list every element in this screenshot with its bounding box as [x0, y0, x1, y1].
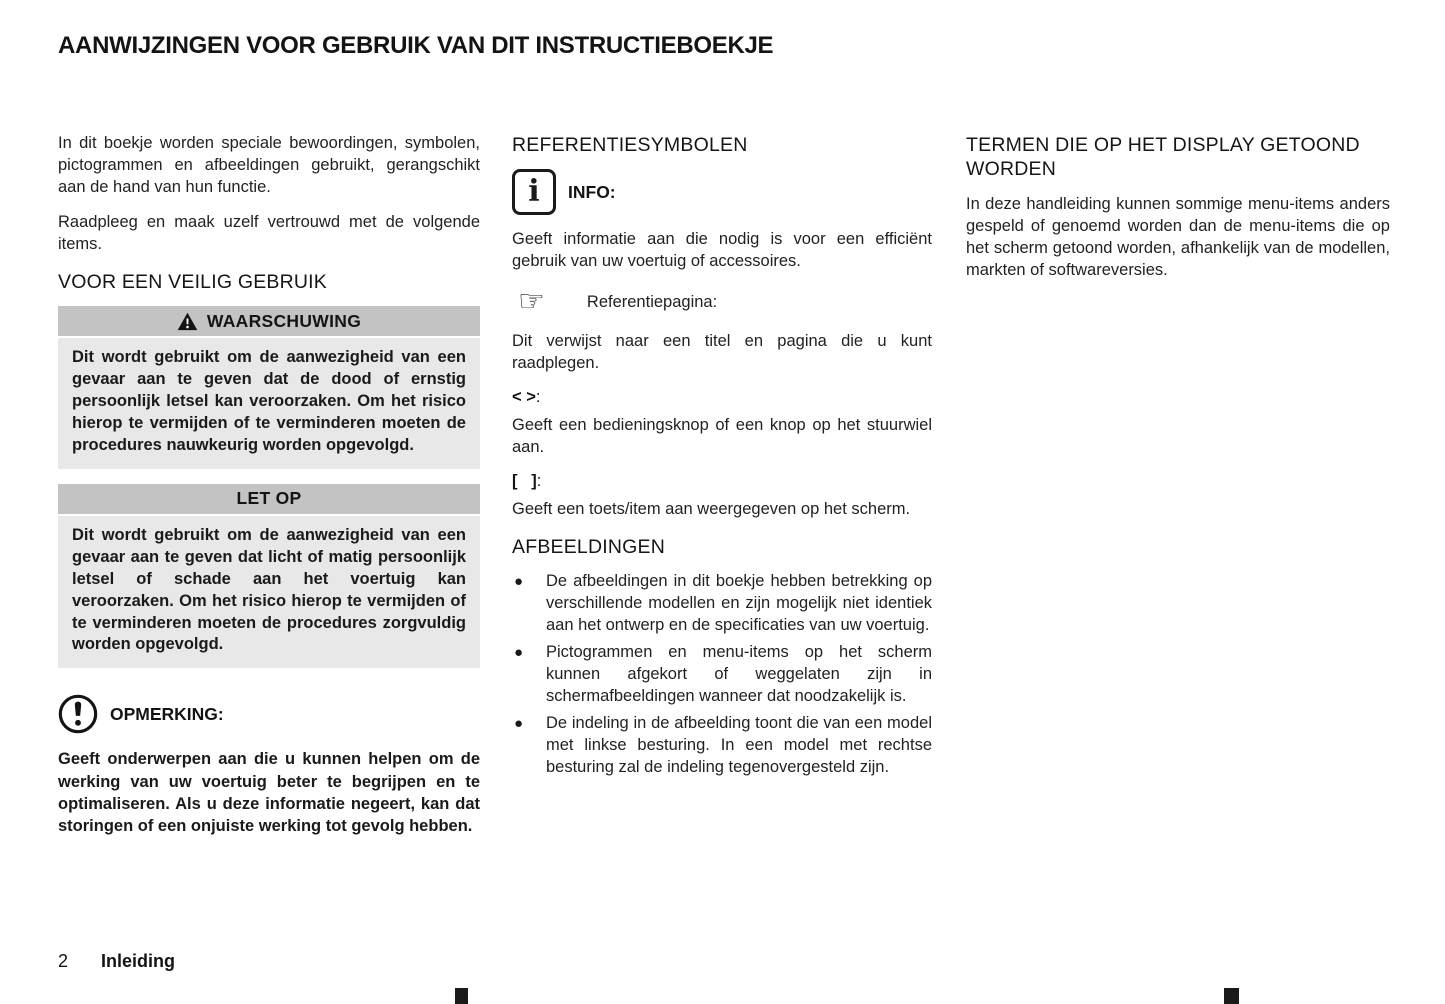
- reference-page-label: Referentiepagina:: [586, 292, 718, 311]
- print-registration-mark-right: [1224, 988, 1239, 1004]
- page-number: 2: [58, 951, 69, 971]
- display-terms-body: In deze handleiding kunnen sommige menu-items anders gespeld of genoemd worden dan de menu-items die op het scherm getoond worden, afhankelijk van de modellen, markten of softwareversies.: [966, 194, 1390, 279]
- bullet-text: Pictogrammen en menu-items op het scherm kunnen afgekort of weggelaten zijn in schermafbeeldingen wanneer dat noodzakelijk is.: [546, 643, 932, 705]
- list-item: [512, 713, 932, 779]
- exclamation-circle-icon: [58, 694, 98, 734]
- info-label: INFO:: [568, 181, 616, 202]
- square-brackets-body: Geeft een toets/item aan weergegeven op het scherm.: [512, 500, 911, 518]
- square-brackets-colon: :: [536, 472, 542, 490]
- warning-box-header: [58, 306, 480, 336]
- angle-brackets-symbol: < >: [512, 388, 536, 407]
- note-label: OPMERKING:: [110, 703, 224, 724]
- right-column: [966, 133, 1390, 295]
- info-row: [512, 169, 932, 215]
- intro-paragraph-1: In dit boekje worden speciale bewoordingen, symbolen, pictogrammen en afbeeldingen gebruikt, gerangschikt aan de hand van hun functie.: [58, 134, 480, 196]
- print-registration-mark-left: [455, 988, 468, 1004]
- page-title: AANWIJZINGEN VOOR GEBRUIK VAN DIT INSTRUCTIEBOEKJE: [58, 32, 774, 59]
- illustrations-heading: AFBEELDINGEN: [512, 535, 666, 558]
- page-footer: [58, 951, 175, 972]
- note-body: Geeft onderwerpen aan die u kunnen helpen om de werking van uw voertuig beter te begrijpen en te optimaliseren. Als u deze informatie negeert, kan dat storingen of een onjuiste werking tot gevolg hebben.: [58, 750, 480, 836]
- display-terms-heading: TERMEN DIE OP HET DISPLAY GETOOND WORDEN: [966, 134, 1360, 181]
- middle-column: [512, 133, 932, 784]
- bullet-icon: ●: [514, 573, 524, 591]
- warning-box-title: WAARSCHUWING: [206, 310, 362, 331]
- bullet-icon: ●: [514, 714, 524, 732]
- bullet-icon: ●: [514, 644, 524, 662]
- reference-page-row: [518, 287, 932, 317]
- caution-box-body: Dit wordt gebruikt om de aanwezigheid van een gevaar aan te geven dat licht of matig persoonlijk letsel of schade aan het voertuig kan veroorzaken. Om het risico hierop te vermijden of te verminderen moeten de procedures zorgvuldig worden opgevolgd.: [58, 516, 480, 669]
- reference-symbols-heading: REFERENTIESYMBOLEN: [512, 134, 748, 156]
- angle-brackets-body: Geeft een bedieningsknop of een knop op het stuurwiel aan.: [512, 416, 932, 457]
- info-icon: i: [512, 169, 556, 215]
- caution-box-header: [58, 484, 480, 514]
- square-brackets-symbol: [ ]: [512, 472, 537, 490]
- square-brackets-symbol-line: [512, 472, 932, 491]
- note-header: [58, 694, 480, 734]
- illustrations-bullet-list: [512, 571, 932, 778]
- bullet-text: De afbeeldingen in dit boekje hebben betrekking op verschillende modellen en zijn mogelijk niet identiek aan het ontwerp en de specificaties van uw voertuig.: [546, 572, 932, 635]
- info-body: Geeft informatie aan die nodig is voor een efficiënt gebruik van uw voertuig of accessoires.: [512, 230, 932, 271]
- caution-box: [58, 484, 480, 669]
- intro-paragraph-2: Raadpleeg en maak uzelf vertrouwd met de volgende items.: [58, 212, 480, 253]
- bullet-text: De indeling in de afbeelding toont die van een model met linkse besturing. In een model met rechtse besturing zal de indeling tegenovergesteld zijn.: [546, 713, 932, 776]
- caution-box-title: LET OP: [236, 488, 302, 509]
- safety-section-heading: VOOR EEN VEILIG GEBRUIK: [58, 270, 328, 293]
- footer-section-label: Inleiding: [101, 951, 176, 971]
- list-item: [512, 571, 932, 637]
- warning-box-body: Dit wordt gebruikt om de aanwezigheid van een gevaar aan te geven dat de dood of ernstig persoonlijk letsel kan veroorzaken. Om het risico hierop te vermijden of te verminderen moeten de procedures nauwkeurig worden opgevolgd.: [58, 338, 480, 469]
- reference-page-body: Dit verwijst naar een titel en pagina die u kunt raadplegen.: [512, 332, 932, 373]
- warning-box: [58, 306, 480, 469]
- pointing-hand-icon: ☞: [518, 285, 545, 319]
- list-item: [512, 642, 932, 708]
- angle-brackets-colon: :: [535, 388, 541, 407]
- left-column: [58, 133, 480, 837]
- warning-triangle-icon: [177, 312, 198, 331]
- angle-brackets-symbol-line: [512, 388, 932, 407]
